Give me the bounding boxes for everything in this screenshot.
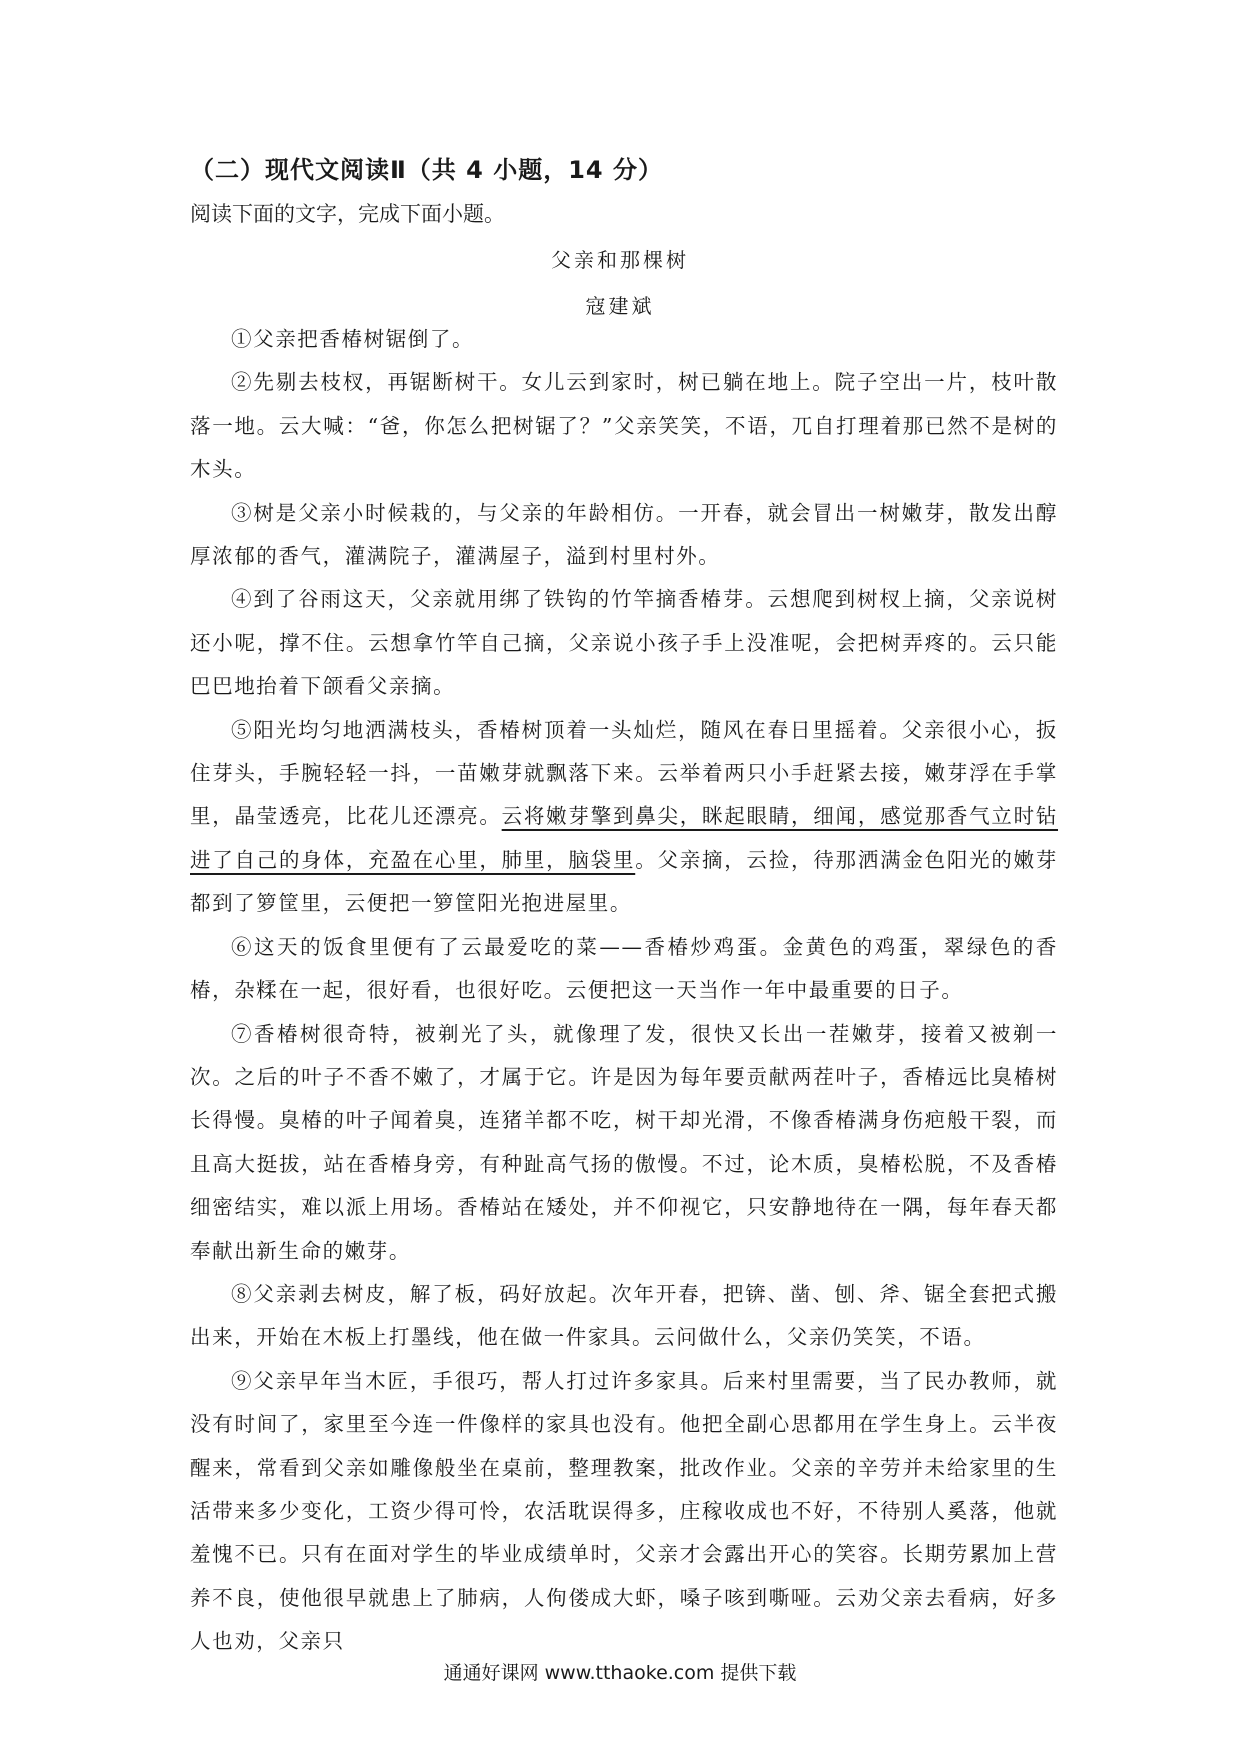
paragraph-1: ①父亲把香椿树锯倒了。 [231,327,475,351]
article-author: 寇建斌 [585,294,655,318]
section-heading: （二）现代文阅读Ⅱ（共 4 小题，14 分） [190,156,663,184]
paragraph-9: ⑨父亲早年当木匠，手很巧，帮人打过许多家具。后来村里需要，当了民办教师，就没有时间了，家里至今连一件像样的家具也没有。他把全副心思都用在学生身上。云半夜醒来，常看到父亲如雕像般坐在桌前，整理教案，批改作业。父亲的辛劳并未给家里的生活带来多少变化，工资少得可怜，农活耽误得多，庄稼收成也不好，不待别人奚落，他就羞愧不已。只有在面对学生的毕业成绩单时，父亲才会露出开心的笑容。长期劳累加上营养不良，使他很早就患上了肺病，人佝偻成大虾，嗓子咳到嘶哑。云劝父亲去看病，好多人也劝，父亲只 [190,1368,1058,1654]
paragraph-5 [190,709,1058,926]
paragraph-5-text-start: ⑤阳光均匀地洒满枝头，香椿树顶着一头灿烂，随风在春日里摇着。父亲很小心，扳住芽头，手腕轻轻一抖，一苗嫩芽就飘落下来。云举着两只小手赶紧去接，嫩芽浮在手掌里，晶莹透亮，比花儿还漂亮。 [190,717,1058,829]
paragraph-2: ②先剔去枝杈，再锯断树干。女儿云到家时，树已躺在地上。院子空出一片，枝叶散落一地。云大喊：“爸，你怎么把树锯了？”父亲笑笑，不语，兀自打理着那已然不是树的木头。 [190,370,1058,482]
paragraph-4: ④到了谷雨这天，父亲就用绑了铁钩的竹竿摘香椿芽。云想爬到树杈上摘，父亲说树还小呢，撑不住。云想拿竹竿自己摘，父亲说小孩子手上没准呢，会把树弄疼的。云只能巴巴地抬着下颌看父亲摘。 [190,587,1058,699]
paragraph-3: ③树是父亲小时候栽的，与父亲的年龄相仿。一开春，就会冒出一树嫩芽，散发出醇厚浓郁的香气，灌满院子，灌满屋子，溢到村里村外。 [190,500,1058,569]
reading-instruction: 阅读下面的文字，完成下面小题。 [190,202,505,226]
article-body [190,318,1058,1664]
article-title: 父亲和那棵树 [551,248,689,272]
paragraph-5-text-end: 。父亲摘，云捡，待那洒满金色阳光的嫩芽都到了箩筐里，云便把一箩筐阳光抱进屋里。 [190,847,1059,916]
paragraph-7: ⑦香椿树很奇特，被剃光了头，就像理了发，很快又长出一茬嫩芽，接着又被剃一次。之后的叶子不香不嫩了，才属于它。许是因为每年要贡献两茬叶子，香椿远比臭椿树长得慢。臭椿的叶子闻着臭，连猪羊都不吃，树干却光滑，不像香椿满身伤疤般干裂，而且高大挺拔，站在香椿身旁，有种趾高气扬的傲慢。不过，论木质，臭椿松脱，不及香椿细密结实，难以派上用场。香椿站在矮处，并不仰视它，只安静地待在一隅，每年春天都奉献出新生命的嫩芽。 [190,1021,1058,1263]
paragraph-8: ⑧父亲剥去树皮，解了板，码好放起。次年开春，把锛、凿、刨、斧、锯全套把式搬出来，开始在木板上打墨线，他在做一件家具。云问做什么，父亲仍笑笑，不语。 [190,1281,1058,1350]
underlined-sentence: 云将嫩芽擎到鼻尖，眯起眼睛，细闻，感觉那香气立时钻进了自己的身体，充盈在心里，肺里，脑袋里 [190,804,1059,872]
page-footer: 通通好课网 www.tthaoke.com 提供下载 [443,1662,797,1684]
paragraph-6: ⑥这天的饭食里便有了云最爱吃的菜——香椿炒鸡蛋。金黄色的鸡蛋，翠绿色的香椿，杂糅在一起，很好看，也很好吃。云便把这一天当作一年中最重要的日子。 [190,934,1058,1003]
